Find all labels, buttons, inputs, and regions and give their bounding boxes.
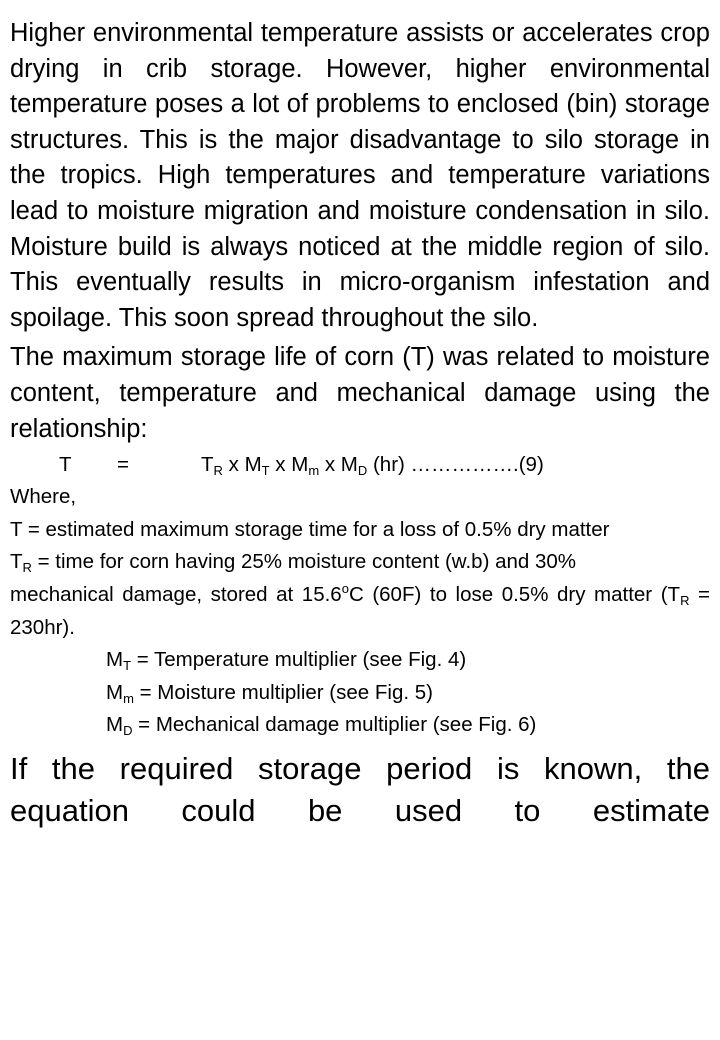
where-label: Where,: [10, 485, 77, 509]
document-page: [10, 16, 710, 832]
equation-rhs: $T_R$ x $M_T$ x $M_m$ x $M_D$ (hr) …………….(9): [201, 453, 544, 479]
definition-MT: $M_T$ = Temperature multiplier (see Fig. 4): [106, 648, 467, 674]
definition-TR-continued: mechanical damage, stored at 15.6$^o$C (60F) to lose 0.5% dry matter $(T_R = 230hr)$.: [10, 580, 710, 639]
paragraph-storage-life: The maximum storage life of corn (T) was related to moisture content, temperature and mechanical damage using the relationship:: [10, 343, 710, 443]
paragraph-temperature-effects: Higher environmental temperature assists or accelerates crop drying in crib storage. However, higher environmental temperature poses a lot of problems to enclosed (bin) storage structures. This is the major disadvantage to silo storage in the tropics. High temperatures and temperature variations lead to moisture migration and moisture condensation in silo. Moisture build is always noticed at the middle region of silo. This eventually results in micro-organism infestation and spoilage. This soon spread throughout the silo.: [10, 19, 710, 332]
paragraph-required-storage: If the required storage period is known, the equation could be used to estimate: [10, 750, 710, 828]
equation-lhs: T: [59, 453, 72, 477]
definition-T: T = estimated maximum storage time for a loss of 0.5% dry matter: [10, 517, 610, 541]
equation-equals: =: [117, 453, 129, 477]
definition-TR: $T_R$ = time for corn having 25% moisture content (w.b) and 30%: [10, 550, 577, 576]
definition-MD: $M_D$ = Mechanical damage multiplier (see Fig. 6): [106, 713, 537, 739]
definition-Mm: $M_m$ = Moisture multiplier (see Fig. 5): [106, 680, 433, 706]
equation-storage-time: [10, 449, 710, 481]
